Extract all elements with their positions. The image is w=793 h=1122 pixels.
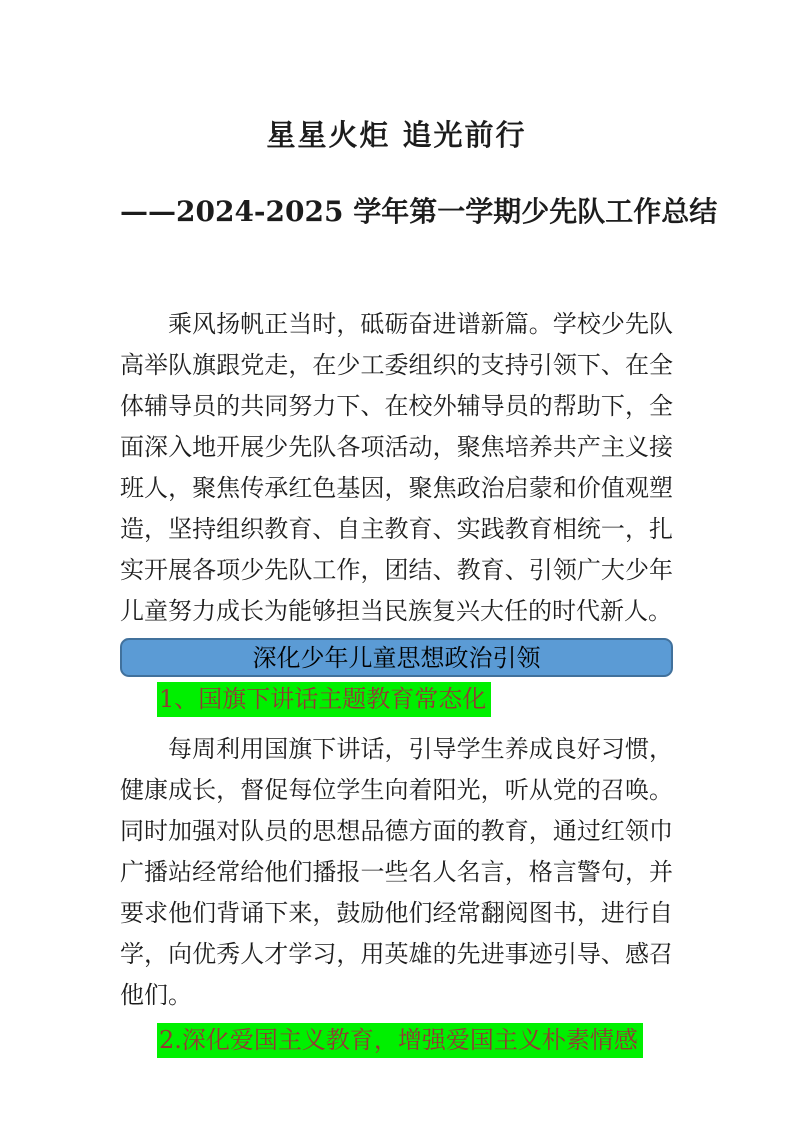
- heading-1-line: [120, 682, 673, 717]
- document-subtitle: ——2024-2025 学年第一学期少先队工作总结: [120, 195, 718, 228]
- document-title: 星星火炬 追光前行: [266, 118, 527, 152]
- heading-2-highlighted: 2.深化爱国主义教育，增强爱国主义朴素情感: [157, 1023, 643, 1058]
- paragraph-flag-speech: 每周利用国旗下讲话，引导学生养成良好习惯，健康成长，督促每位学生向着阳光，听从党的召唤。同时加强对队员的思想品德方面的教育，通过红领巾广播站经常给他们播报一些名人名言，格言警句，并要求他们背诵下来，鼓励他们经常翻阅图书，进行自学，向优秀人才学习，用英雄的先进事迹引导、感召他们。: [120, 735, 673, 1009]
- section-banner: [120, 638, 673, 677]
- section-banner-label: 深化少年儿童思想政治引领: [252, 643, 541, 672]
- heading-2-line: [120, 1023, 673, 1058]
- heading-1-highlighted: 1、国旗下讲话主题教育常态化: [157, 682, 491, 717]
- paragraph-intro: 乘风扬帆正当时，砥砺奋进谱新篇。学校少先队高举队旗跟党走，在少工委组织的支持引领下、在全体辅导员的共同努力下、在校外辅导员的帮助下，全面深入地开展少先队各项活动，聚焦培养共产主义接班人，聚焦传承红色基因，聚焦政治启蒙和价值观塑造，坚持组织教育、自主教育、实践教育相统一，扎实开展各项少先队工作，团结、教育、引领广大少年儿童努力成长为能够担当民族复兴大任的时代新人。: [120, 310, 673, 625]
